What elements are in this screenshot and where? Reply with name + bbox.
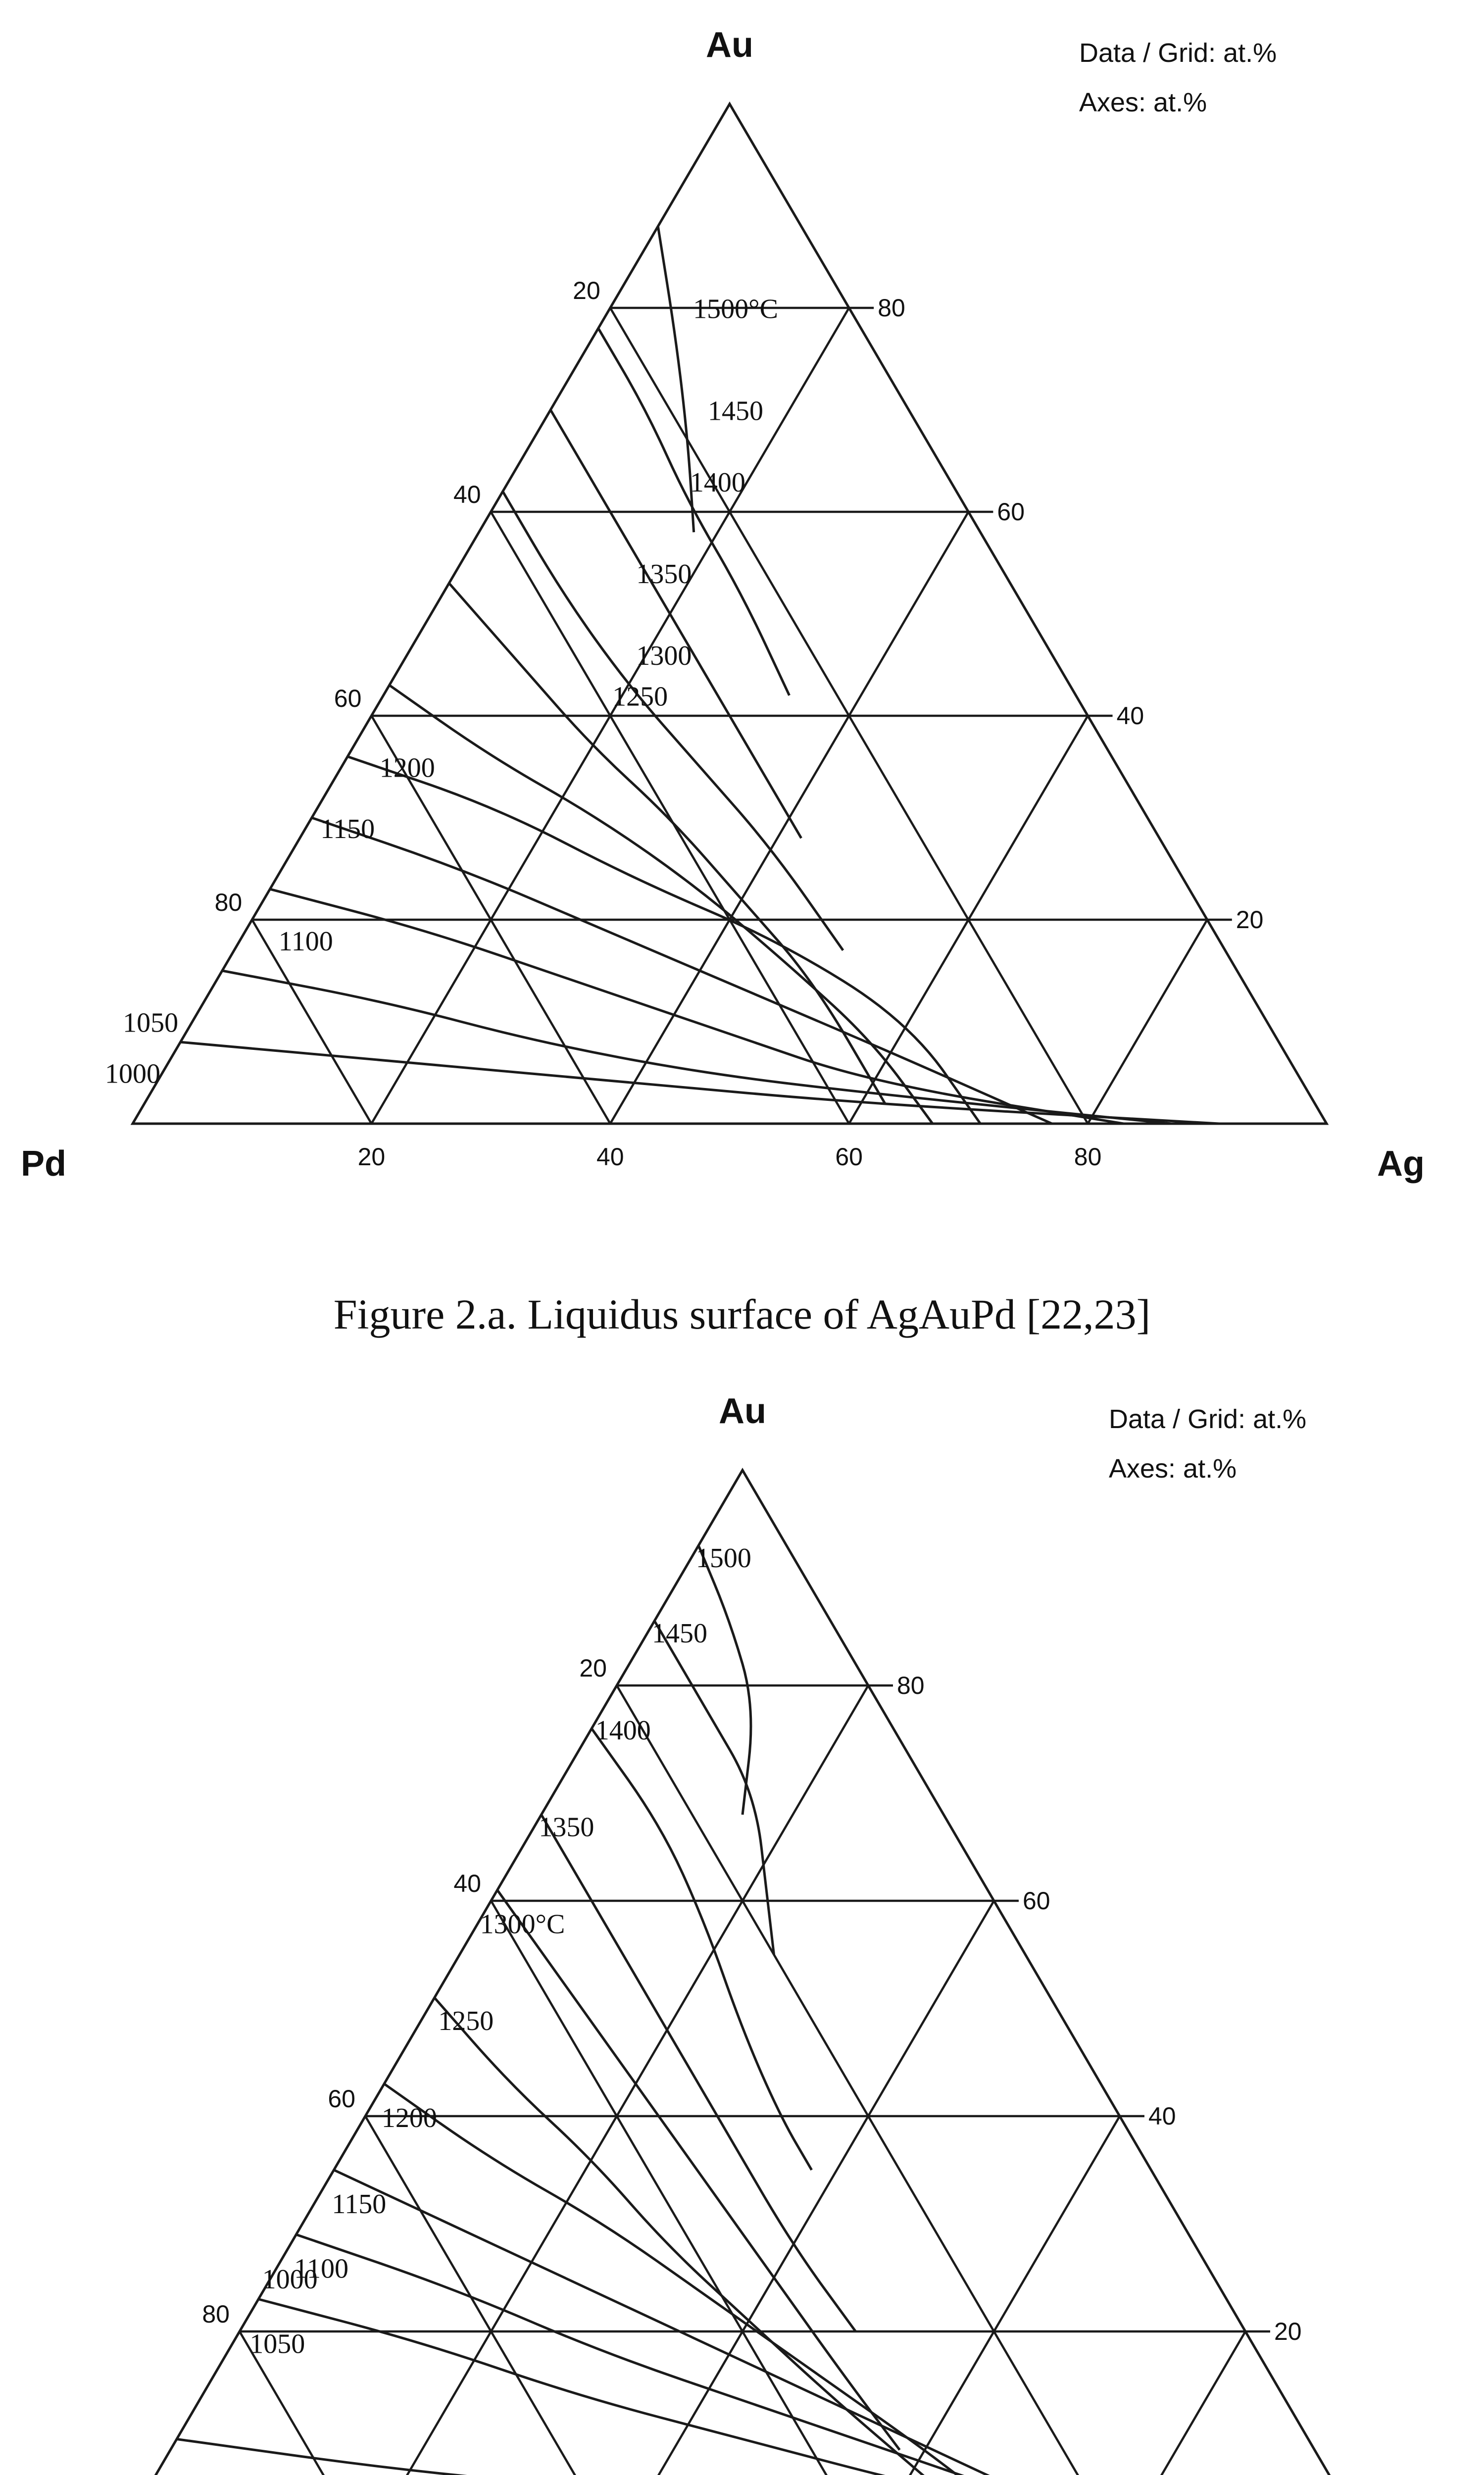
corner-label-au: Au xyxy=(706,25,753,65)
tick-label-right: 80 xyxy=(897,1672,925,1699)
triangle-outline xyxy=(133,104,1327,1124)
triangle-outline xyxy=(114,1470,1371,2475)
tick-label-base: 20 xyxy=(357,1143,386,1171)
tick-label-left: 60 xyxy=(334,685,362,712)
isotherm-label: 1050 xyxy=(249,2328,305,2360)
isotherm-label: 1250 xyxy=(612,681,668,712)
units-note: Data / Grid: at.% xyxy=(1079,38,1277,68)
tick-label-base: 80 xyxy=(1074,1143,1102,1171)
isotherm-curve xyxy=(347,756,980,1124)
isotherm-label: 1000 xyxy=(105,1058,160,1089)
isotherm-curve xyxy=(381,2084,994,2475)
tick-label-left: 20 xyxy=(573,277,600,304)
tick-label-left: 80 xyxy=(202,2300,230,2328)
tick-label-right: 20 xyxy=(1274,2318,1302,2345)
isotherm-curve xyxy=(258,2299,1094,2475)
isotherm-curve xyxy=(435,1998,931,2475)
corner-label-pd: Pd xyxy=(20,1144,67,1184)
isotherm-curve xyxy=(334,2170,1026,2475)
units-note: Axes: at.% xyxy=(1079,88,1207,117)
isotherm-label: 1200 xyxy=(381,2102,437,2133)
tick-label-right: 60 xyxy=(997,498,1025,526)
tick-label-left: 60 xyxy=(328,2085,355,2113)
isotherm-label: 1100 xyxy=(278,926,333,957)
isotherm-label: 1100 xyxy=(294,2253,349,2284)
solidus-chart xyxy=(2,1391,1469,2475)
isotherm-label: 1200 xyxy=(379,752,435,784)
grid-line-ag-80 xyxy=(1120,2331,1245,2475)
isotherm-curve xyxy=(222,971,1172,1124)
isotherm-label: 1050 xyxy=(123,1007,179,1039)
isotherm-curve xyxy=(390,685,933,1124)
grid-line-ag-80 xyxy=(1088,920,1207,1124)
isotherm-label: 1300°C xyxy=(480,1909,565,1940)
isotherm-label: 1350 xyxy=(539,1812,594,1843)
isotherm-label: 1150 xyxy=(332,2188,387,2220)
grid-line-ag-60 xyxy=(868,2116,1120,2475)
liquidus-chart xyxy=(21,25,1425,1184)
isotherm-label: 1400 xyxy=(595,1715,651,1746)
tick-label-base: 60 xyxy=(835,1143,863,1171)
grid-line-pd-20 xyxy=(617,1685,1120,2475)
corner-label-ag: Ag xyxy=(1377,1144,1425,1184)
tick-label-right: 40 xyxy=(1148,2102,1176,2130)
units-note: Axes: at.% xyxy=(1109,1454,1237,1484)
corner-label-au: Au xyxy=(719,1391,766,1431)
units-note: Data / Grid: at.% xyxy=(1109,1404,1307,1434)
figure-caption-liquidus: Figure 2.a. Liquidus surface of AgAuPd [22,23] xyxy=(333,1290,1151,1338)
isotherm-curve xyxy=(312,818,1052,1124)
isotherm-curve xyxy=(654,1621,774,1955)
isotherm-label: 1350 xyxy=(636,559,692,590)
tick-label-right: 60 xyxy=(1023,1887,1050,1915)
tick-label-left: 80 xyxy=(214,889,243,916)
tick-label-left: 40 xyxy=(453,1870,481,1897)
tick-label-base: 40 xyxy=(596,1143,624,1171)
isotherm-label: 1300 xyxy=(636,641,692,671)
grid-line-pd-60 xyxy=(365,2116,617,2475)
isotherm-label: 1450 xyxy=(652,1618,707,1649)
isotherm-label: 1500 xyxy=(695,1542,751,1574)
grid-line-pd-40 xyxy=(491,512,849,1124)
isotherm-curve xyxy=(177,2439,1189,2475)
isotherm-label: 1500°C xyxy=(693,294,778,325)
grid-line-pd-40 xyxy=(491,1901,868,2475)
isotherm-label: 1250 xyxy=(438,2006,494,2036)
isotherm-label: 1450 xyxy=(708,396,764,427)
isotherm-label: 1150 xyxy=(320,814,375,845)
isotherm-label: 1000 xyxy=(262,2264,318,2295)
tick-label-left: 40 xyxy=(453,481,481,508)
tick-label-right: 40 xyxy=(1116,702,1144,730)
tick-label-right: 20 xyxy=(1236,906,1264,934)
tick-label-right: 80 xyxy=(878,294,905,322)
isotherm-curve xyxy=(658,226,693,532)
tick-label-left: 20 xyxy=(579,1654,607,1682)
isotherm-label: 1400 xyxy=(690,467,745,498)
